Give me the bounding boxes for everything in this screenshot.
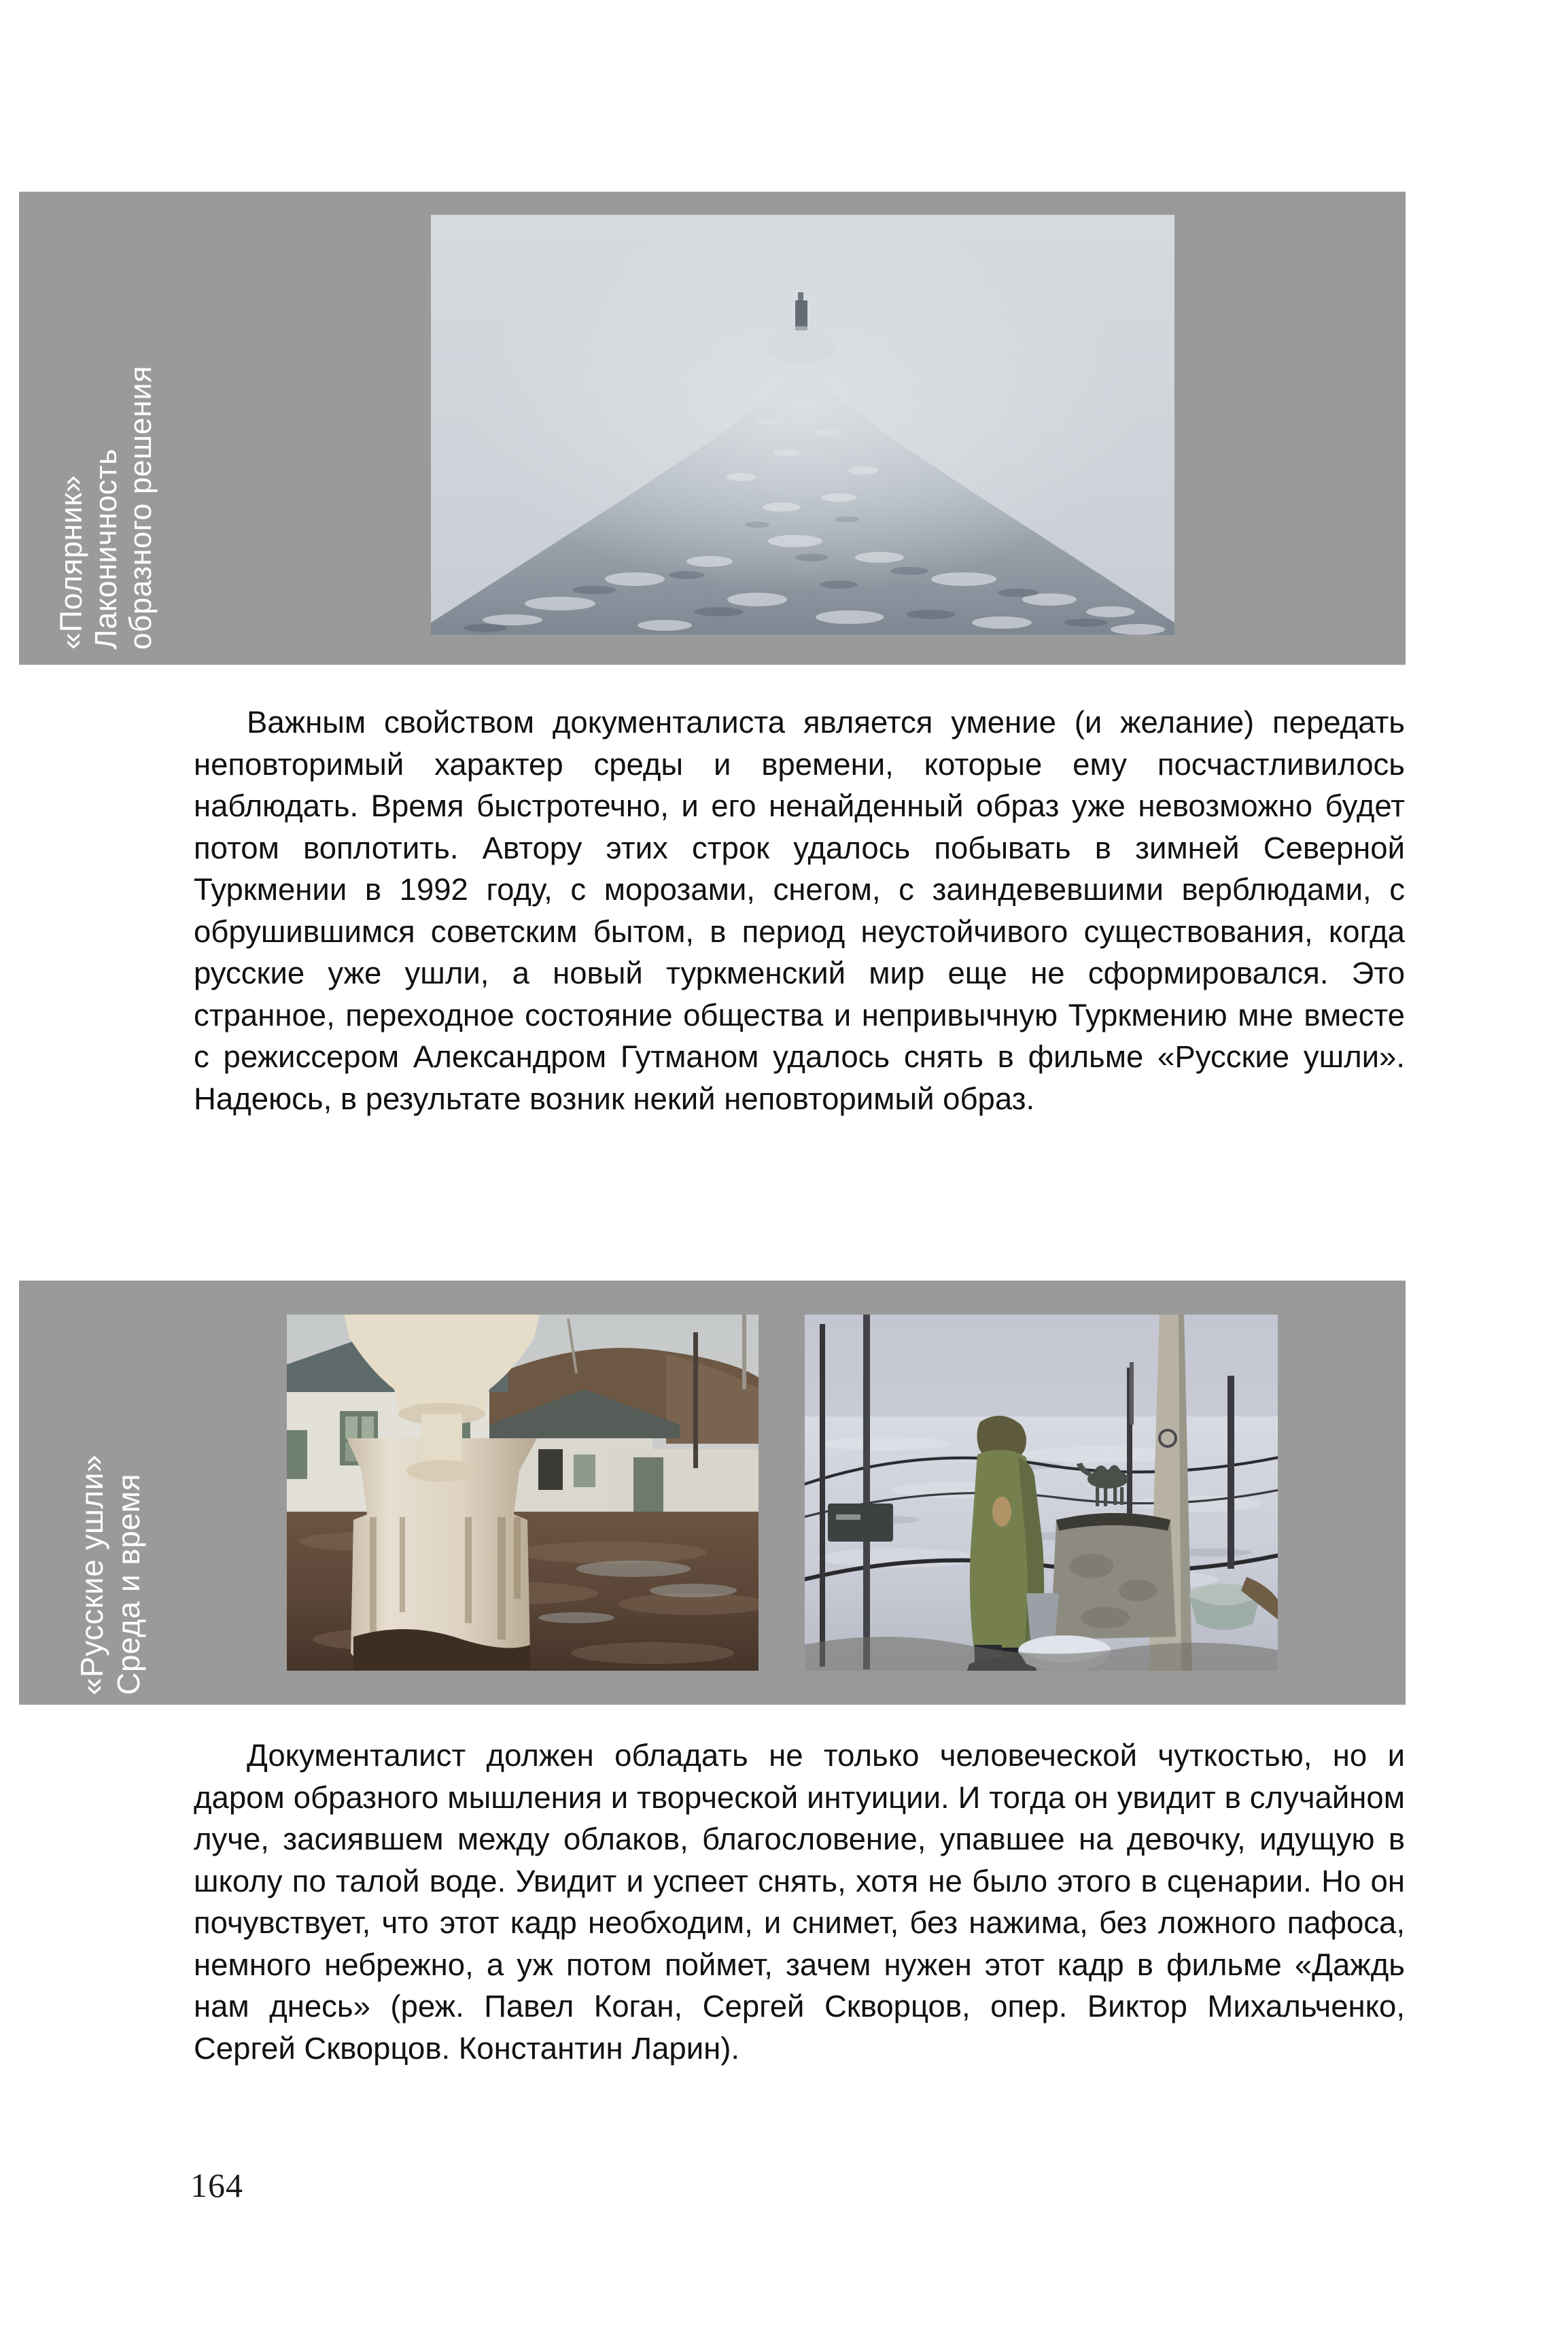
photo-frozen-fountain <box>285 1313 760 1672</box>
figure-caption-polar <box>56 201 160 650</box>
page-number: 164 <box>190 2166 243 2204</box>
caption-line-title: «Русские ушли» <box>74 1455 109 1695</box>
caption-line-subtitle-1: Лаконичность <box>88 449 123 650</box>
body-paragraph-1: Важным свойством документалиста является умение (и желание) передать неповторимый характер среды и времени, которые ему посчастливилось наблюдать. Время быстротечно, и его ненайденный образ уже невозможно будет потом воплотить. Автору этих строк удалось побывать в зимней Северной Туркмении в 1992 году, с морозами, снегом, с заиндевевшими верблюдами, с обрушившимся советским бытом, в период неустойчивого существования, когда русские уже ушли, а новый туркменский мир еще не сформировался. Это странное, переходное состояние общества и непривычную Туркмению мне вместе с режиссером Александром Гутманом удалось снять в фильме «Русские ушли». Надеюсь, в результате возник некий неповторимый образ. <box>194 705 1405 1116</box>
photo-polar-ice <box>431 215 1174 635</box>
figure-caption-russians-left <box>76 1291 150 1695</box>
caption-line-subtitle-1: Среда и время <box>111 1474 146 1695</box>
photo-woman-and-camel <box>803 1313 1279 1672</box>
caption-line-title: «Полярник» <box>54 475 88 650</box>
caption-line-subtitle-2: образного решения <box>123 366 158 650</box>
body-paragraph-2: Документалист должен обладать не только человеческой чуткостью, но и даром образного мышления и творческой интуиции. И тогда он увидит в случайном луче, засиявшем между облаков, благословение, упавшее на девочку, идущую в школу по талой воде. Увидит и успеет снять, хотя не было этого в сценарии. Но он почувствует, что этот кадр необходим, и снимет, без нажима, без ложного пафоса, немного небрежно, а уж потом поймет, зачем нужен этот кадр в фильме «Даждь нам днесь» (реж. Павел Коган, Сергей Скворцов, опер. Виктор Михальченко, Сергей Скворцов. Константин Ларин). <box>194 1738 1405 2066</box>
